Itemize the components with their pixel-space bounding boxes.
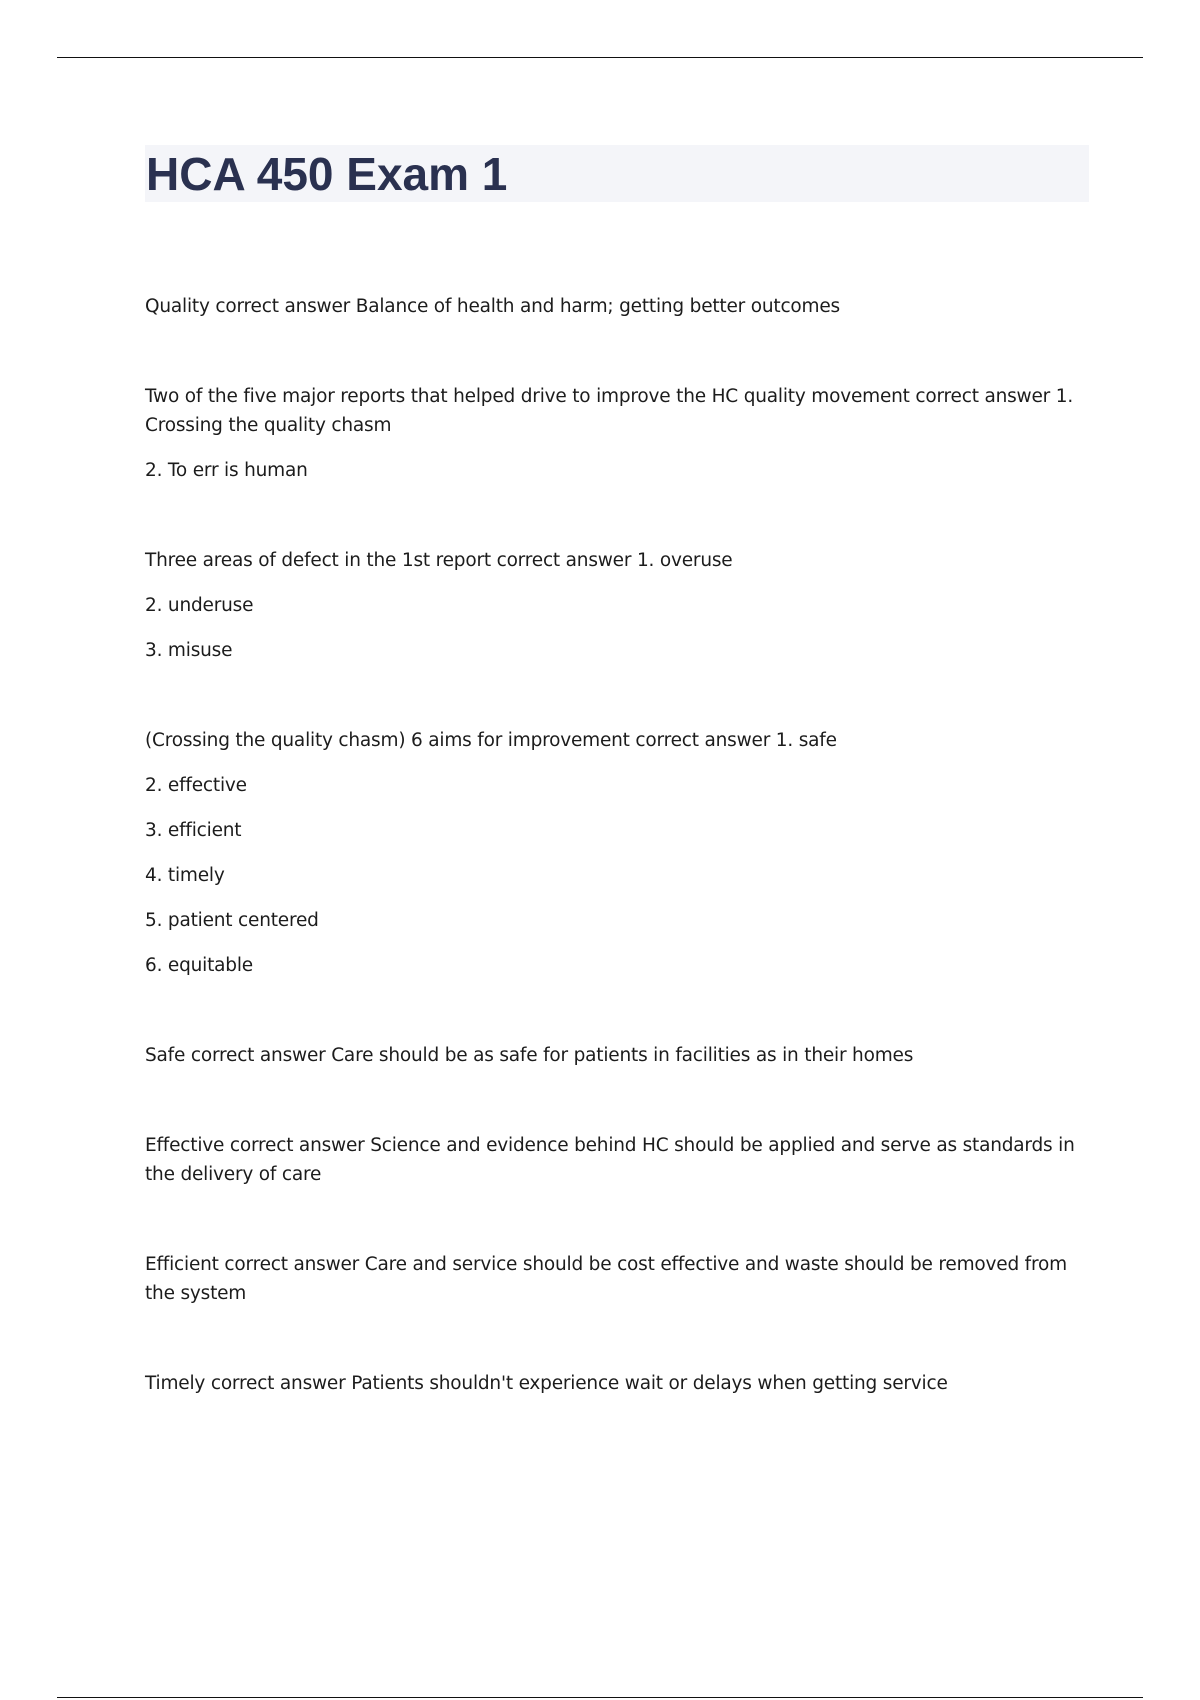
bottom-divider bbox=[57, 1697, 1143, 1698]
qa-item bbox=[145, 1369, 1095, 1398]
qa-item bbox=[145, 1131, 1095, 1189]
qa-line: Timely correct answer Patients shouldn't experience wait or delays when getting service bbox=[145, 1373, 948, 1394]
qa-line: 2. effective bbox=[145, 775, 247, 796]
qa-line: 5. patient centered bbox=[145, 910, 319, 931]
qa-line: 3. misuse bbox=[145, 640, 233, 661]
top-divider bbox=[57, 57, 1143, 58]
qa-item bbox=[145, 292, 1095, 321]
qa-item bbox=[145, 546, 1095, 665]
qa-line: 3. efficient bbox=[145, 820, 242, 841]
qa-item bbox=[145, 726, 1095, 980]
document-title: HCA 450 Exam 1 bbox=[146, 148, 508, 200]
qa-item bbox=[145, 382, 1095, 485]
qa-line: Effective correct answer Science and evidence behind HC should be applied and serve as standards in the delivery of care bbox=[145, 1135, 1075, 1185]
qa-line: 2. To err is human bbox=[145, 460, 308, 481]
qa-line: Quality correct answer Balance of health and harm; getting better outcomes bbox=[145, 296, 840, 317]
qa-line: 2. underuse bbox=[145, 595, 254, 616]
qa-item bbox=[145, 1041, 1095, 1070]
qa-line: (Crossing the quality chasm) 6 aims for improvement correct answer 1. safe bbox=[145, 730, 837, 751]
qa-line: Efficient correct answer Care and service should be cost effective and waste should be removed from the system bbox=[145, 1254, 1067, 1304]
qa-line: Three areas of defect in the 1st report correct answer 1. overuse bbox=[145, 550, 733, 571]
qa-item bbox=[145, 1250, 1095, 1308]
qa-line: 6. equitable bbox=[145, 955, 253, 976]
qa-list bbox=[145, 292, 1095, 1459]
qa-line: 4. timely bbox=[145, 865, 225, 886]
qa-line: Safe correct answer Care should be as safe for patients in facilities as in their homes bbox=[145, 1045, 914, 1066]
qa-line: Two of the five major reports that helped drive to improve the HC quality movement correct answer 1. Crossing the quality chasm bbox=[145, 386, 1073, 436]
